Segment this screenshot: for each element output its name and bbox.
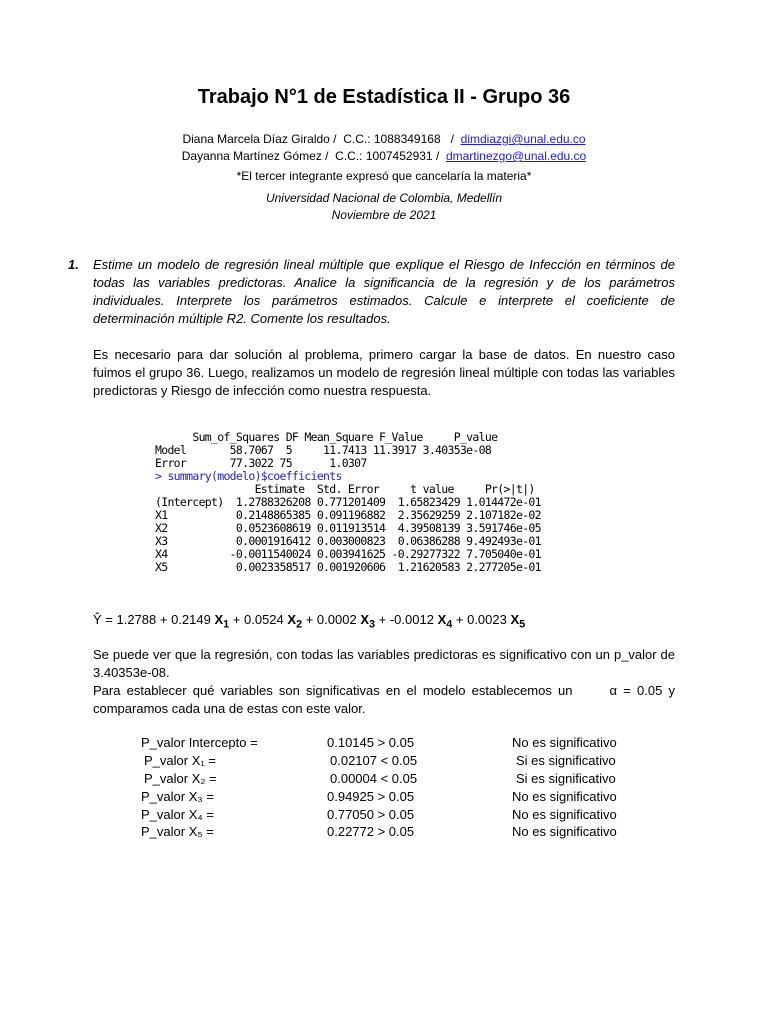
coef-row: (Intercept) 1.2788326208 0.771201409 1.65823429 1.014472e-01	[155, 495, 541, 509]
author-cc-label: C.C.:	[335, 149, 363, 163]
question-number: 1.	[68, 257, 79, 272]
pvalue-label: P_valor X₂ =	[144, 771, 217, 786]
equation-var: X	[437, 612, 447, 627]
regression-significance-paragraph: Se puede ver que la regresión, con todas las variables predictoras es significativo con un p_valor de 3.40353e-08.	[93, 647, 675, 680]
alpha-paragraph: Para establecer qué variables son significativas en el modelo establecemos un α = 0.05 y comparamos cada una de estas con este valor.	[93, 683, 679, 716]
pvalue-row	[0, 735, 768, 753]
regression-equation	[93, 612, 525, 631]
pvalue-row	[0, 771, 768, 789]
equation-var: X	[214, 612, 224, 627]
anova-header: Sum_of_Squares DF Mean_Square F_Value P_value	[155, 430, 498, 444]
coef-row: X3 0.0001916412 0.003000823 0.06386288 9.492493e-01	[155, 534, 541, 548]
pvalue-comparison: 0.77050 > 0.05	[327, 807, 415, 822]
r-command: > summary(modelo)$coefficients	[155, 469, 342, 483]
equation-coef: + 0.0002	[305, 612, 357, 627]
r-console-output	[155, 431, 595, 581]
pvalue-label: P_valor X₃ =	[141, 789, 214, 804]
author-cc-label: C.C.:	[343, 132, 371, 146]
equation-coef: + -0.0012	[378, 612, 434, 627]
question-text: Estime un modelo de regresión lineal múltiple que explique el Riesgo de Infección en términos de todas las variables predictoras. Analice la significancia de la regresión y de los parámetros individuales. Interprete los parámetros estimados. Calcule e interprete el coeficiente de determinación múltiple R2. Comente los resultados.	[93, 257, 675, 326]
equation-lhs: Ŷ = 1.2788	[93, 612, 157, 627]
pvalue-row	[0, 824, 768, 842]
equation-var: X	[360, 612, 369, 627]
equation-sub: 3	[368, 618, 376, 631]
intro-paragraph: Es necesario para dar solución al problema, primero cargar la base de datos. En nuestro caso fuimos el grupo 36. Luego, realizamos un modelo de regresión lineal múltiple con todas las variables predictoras y Riesgo de infección como nuestra respuesta.	[93, 347, 675, 398]
coef-row: X1 0.2148865385 0.091196882 2.35629259 2.107182e-02	[155, 508, 541, 522]
coef-header: Estimate Std. Error t value Pr(>|t|)	[155, 482, 535, 496]
pvalue-comparison: 0.02107 < 0.05	[330, 753, 418, 768]
author-cc: 1088349168	[373, 132, 441, 146]
pvalue-result: No es significativo	[512, 735, 617, 750]
document-date: Noviembre de 2021	[331, 208, 437, 222]
equation-sub: 5	[519, 618, 526, 631]
author-name: Diana Marcela Díaz Giraldo	[182, 132, 330, 146]
coef-row: X4 -0.0011540024 0.003941625 -0.29277322 7.705040e-01	[155, 547, 541, 561]
affiliation-block	[0, 190, 768, 224]
coef-row: X2 0.0523608619 0.011913514 4.39508139 3.591746e-05	[155, 521, 541, 535]
pvalue-row	[0, 789, 768, 807]
coef-row: X5 0.0023358517 0.001920606 1.21620583 2.277205e-01	[155, 560, 541, 574]
author-name: Dayanna Martínez Gómez	[181, 149, 322, 163]
pvalue-result: No es significativo	[512, 824, 617, 839]
equation-sub: 1	[223, 618, 230, 631]
anova-row: Error 77.3022 75 1.0307	[155, 456, 367, 470]
document-title: Trabajo N°1 de Estadística II - Grupo 36	[197, 86, 571, 108]
equation-sub: 4	[446, 618, 453, 631]
author-email-link[interactable]: dimdiazgi@unal.edu.co	[460, 132, 586, 146]
university-name: Universidad Nacional de Colombia, Medellín	[265, 191, 503, 205]
pvalue-row	[0, 807, 768, 825]
authors-block	[0, 131, 768, 165]
pvalue-row	[0, 753, 768, 771]
equation-coef: + 0.0023	[455, 612, 507, 627]
pvalue-comparison: 0.22772 > 0.05	[327, 824, 415, 839]
pvalue-label: P_valor X₅ =	[141, 824, 214, 839]
pvalue-result: Si es significativo	[516, 771, 616, 786]
equation-coef: + 0.2149	[159, 612, 211, 627]
pvalue-label: P_valor X₄ =	[141, 807, 214, 822]
pvalue-label: P_valor X₁ =	[144, 753, 216, 768]
equation-coef: + 0.0524	[232, 612, 284, 627]
pvalue-result: No es significativo	[512, 807, 617, 822]
pvalue-comparison: 0.94925 > 0.05	[327, 789, 415, 804]
equation-var: X	[287, 612, 297, 627]
equation-sub: 2	[296, 618, 303, 631]
anova-row: Model 58.7067 5 11.7413 11.3917 3.40353e-08	[155, 443, 492, 457]
dropout-note: *El tercer integrante expresó que cancelaría la materia*	[236, 169, 532, 183]
author-cc: 1007452931	[365, 149, 433, 163]
pvalue-result: Si es significativo	[516, 753, 616, 768]
pvalue-comparison: 0.10145 > 0.05	[327, 735, 415, 750]
pvalue-label: P_valor Intercepto =	[141, 735, 258, 750]
pvalue-comparison: 0.00004 < 0.05	[330, 771, 418, 786]
author-email-link[interactable]: dmartinezgo@unal.edu.co	[445, 149, 587, 163]
author-row: Diana Marcela Díaz Giraldo / C.C.: 1088349168 / dimdiazgi@unal.edu.co	[182, 132, 586, 146]
equation-var: X	[510, 612, 520, 627]
author-row: Dayanna Martínez Gómez / C.C.: 1007452931 / dmartinezgo@unal.edu.co	[181, 149, 587, 163]
pvalue-result: No es significativo	[512, 789, 617, 804]
